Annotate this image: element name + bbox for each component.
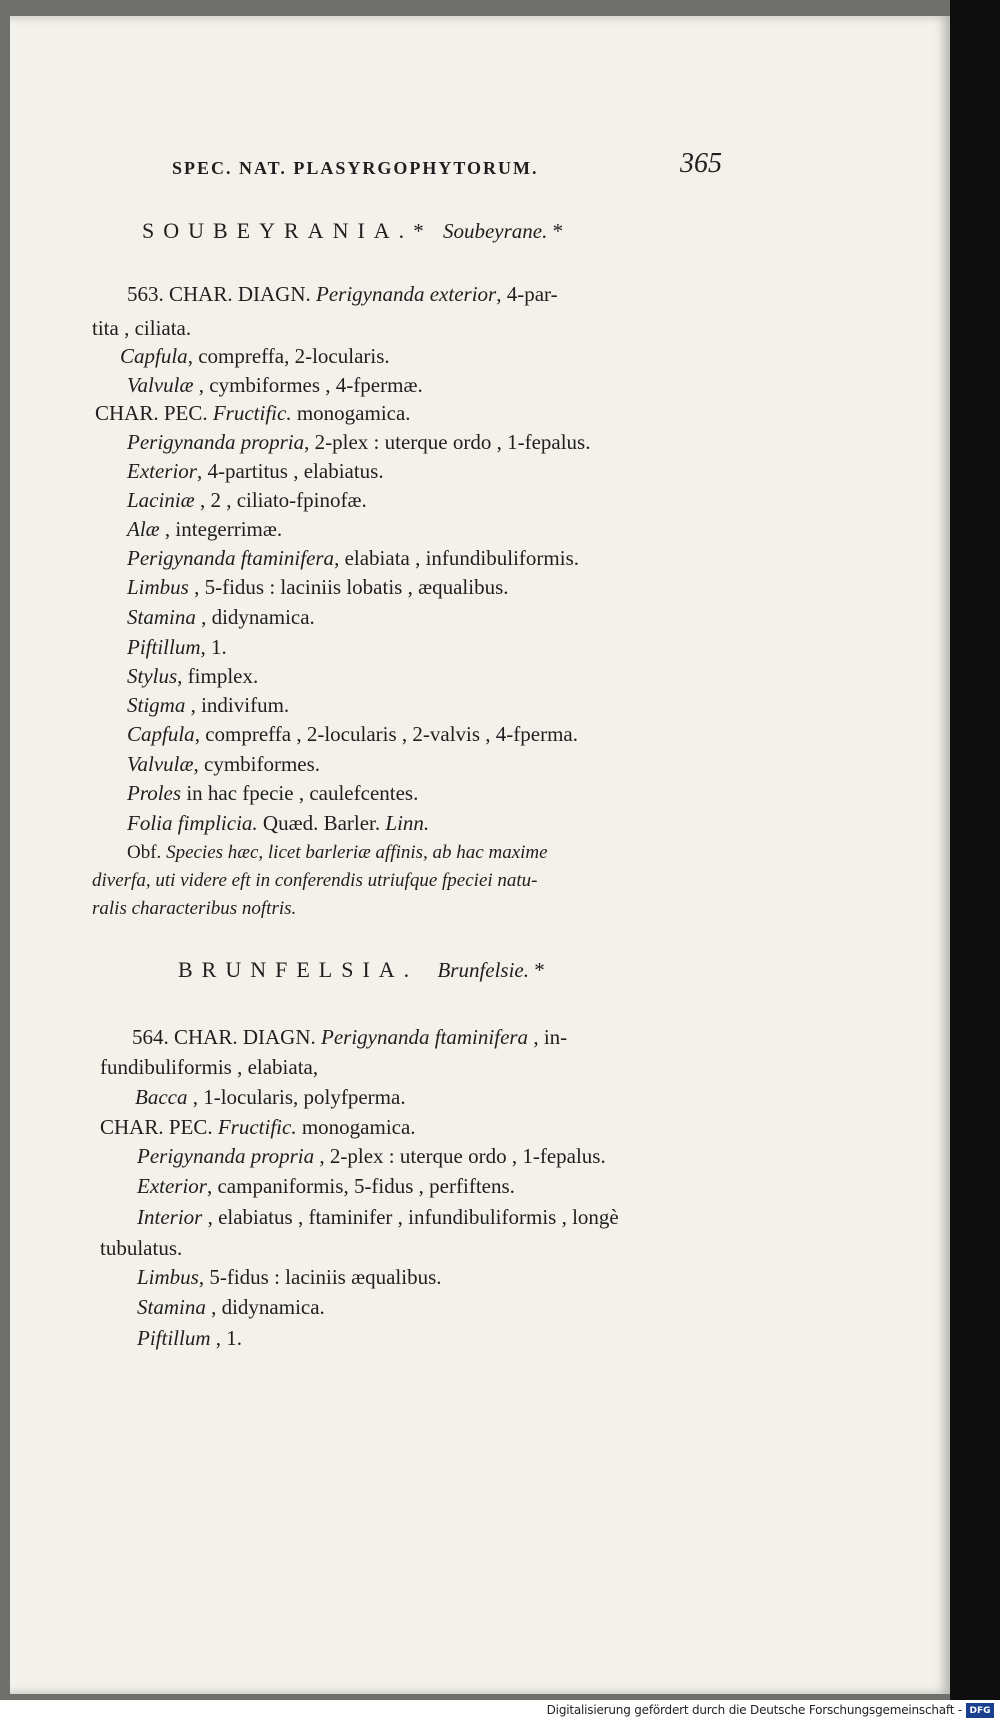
term: Proles (127, 781, 182, 805)
term: Stamina (137, 1295, 206, 1319)
term: Limbus (127, 575, 189, 599)
dfg-logo: DFG (966, 1703, 994, 1718)
text-span: , 4-partitus , elabiatus. (196, 459, 384, 483)
entry-line (127, 752, 320, 777)
running-title: SPEC. NAT. PLASYRGOPHYTORUM. (172, 158, 539, 178)
term: Laciniæ (127, 488, 195, 512)
vernacular-name: Brunfelsie. (437, 958, 530, 982)
term: Alæ (127, 517, 160, 541)
genus-name: BRUNFELSIA. (178, 957, 419, 982)
text-span: , elabiatus , ftaminifer , infundibuliformis , longè (202, 1205, 619, 1229)
term: Stigma (127, 693, 186, 717)
entry-line (127, 546, 579, 571)
term: Perigynanda propria (127, 430, 305, 454)
observation-line (127, 842, 548, 864)
entry-line (127, 282, 558, 307)
entry-line (127, 488, 367, 513)
term: Perigynanda propria (137, 1144, 315, 1168)
text-span: , didynamica. (205, 1295, 325, 1319)
diagnosis-term: Perigynanda exterior (316, 282, 497, 306)
entry-line (127, 722, 578, 747)
entry-line (137, 1265, 442, 1290)
obs-text: Species hæc, licet barleriæ affinis, ab hac maxime (161, 842, 548, 863)
term: Fructific. (217, 1115, 297, 1139)
entry-line (100, 1236, 182, 1261)
genus-name: SOUBEYRANIA. (142, 218, 414, 243)
digitization-note: Digitalisierung gefördert durch die Deutsche Forschungsgemeinschaft - (546, 1703, 962, 1717)
vernacular-name: Soubeyrane. (442, 219, 548, 243)
text-span: , compreffa , 2-locularis , 2-valvis , 4-fperma. (194, 722, 578, 746)
entry-line (127, 664, 258, 689)
term: Piftillum (127, 635, 201, 659)
text-span: , 2-plex : uterque ordo , 1-fepalus. (304, 430, 591, 454)
text-span: tita , ciliata. (92, 316, 192, 340)
term: Stamina (127, 605, 196, 629)
entry-line (137, 1144, 606, 1169)
text-span: , 1. (210, 1326, 242, 1350)
entry-line (127, 517, 282, 542)
term: Interior (137, 1205, 203, 1229)
entry-line (132, 1025, 567, 1050)
term: Fructific. (212, 401, 292, 425)
text-span: , fimplex. (177, 664, 259, 688)
observation-line: diverfa, uti videre eft in conferendis utriufque fpeciei natu- (92, 870, 538, 891)
genus-title-soubeyrania (142, 218, 563, 244)
entry-line (95, 401, 411, 426)
text-span: , 1-locularis, polyfperma. (187, 1085, 406, 1109)
text-span: , in- (528, 1025, 568, 1049)
page-number: 365 (680, 148, 722, 179)
entry-line (135, 1085, 406, 1110)
text-span: monogamica. (296, 1115, 416, 1139)
entry-line (127, 781, 418, 806)
entry-line (137, 1295, 325, 1320)
term: Bacca (135, 1085, 188, 1109)
entry-line (127, 459, 384, 484)
char-label: CHAR. PEC. (100, 1115, 213, 1139)
book-spine (950, 0, 1000, 1700)
text-span: , compreffa, 2-locularis. (187, 344, 390, 368)
term: Limbus (137, 1265, 199, 1289)
asterisk: * (413, 219, 424, 243)
entry-line (127, 373, 423, 398)
text-span: monogamica. (291, 401, 411, 425)
term: Capfula (127, 722, 195, 746)
entry-line (127, 575, 509, 600)
entry-line (127, 430, 590, 455)
asterisk: * (552, 219, 564, 243)
entry-line (127, 635, 227, 660)
term: Capfula (120, 344, 188, 368)
term: Perigynanda ftaminifera (127, 546, 335, 570)
entry-line (92, 316, 191, 341)
genus-title-brunfelsia (178, 957, 545, 983)
entry-line (127, 811, 429, 836)
asterisk: * (534, 958, 545, 982)
entry-line (127, 605, 315, 630)
term: Valvulæ (127, 373, 194, 397)
text-span: , indivifum. (185, 693, 290, 717)
term: Folia fimplicia. (127, 811, 258, 835)
term: Exterior (127, 459, 197, 483)
char-label: CHAR. PEC. (95, 401, 208, 425)
text-span: , didynamica. (195, 605, 315, 629)
text-span: , cymbiformes , 4-fpermæ. (193, 373, 423, 397)
entry-line (127, 693, 289, 718)
entry-line (120, 344, 390, 369)
text-span: , elabiata , infundibuliformis. (334, 546, 580, 570)
author-abbrev: Linn. (385, 811, 430, 835)
text-span: , campaniformis, 5-fidus , perfiftens. (206, 1174, 515, 1198)
text-span: , cymbiformes. (193, 752, 321, 776)
diagnosis-term: Perigynanda ftaminifera (321, 1025, 529, 1049)
entry-number: 563. CHAR. DIAGN. (127, 282, 311, 306)
text-span: Quæd. Barler. (257, 811, 386, 835)
text-span: , 5-fidus : laciniis æqualibus. (198, 1265, 442, 1289)
term: Valvulæ (127, 752, 194, 776)
term: Stylus (127, 664, 178, 688)
entry-line (137, 1205, 619, 1230)
text-span: tubulatus. (100, 1236, 183, 1260)
term: Exterior (137, 1174, 207, 1198)
term: Piftillum (137, 1326, 211, 1350)
text-span: fundibuliformis , elabiata, (100, 1055, 319, 1079)
entry-line (137, 1174, 515, 1199)
entry-number: 564. CHAR. DIAGN. (132, 1025, 316, 1049)
obs-label: Obf. (127, 842, 162, 863)
text-span: in hac fpecie , caulefcentes. (181, 781, 419, 805)
text-span: , 5-fidus : laciniis lobatis , æqualibus. (188, 575, 509, 599)
text-span: , 1. (200, 635, 227, 659)
text-span: , 2 , ciliato-fpinofæ. (194, 488, 367, 512)
text-span: , 4-par- (496, 282, 558, 306)
entry-line (137, 1326, 242, 1351)
text-span: , 2-plex : uterque ordo , 1-fepalus. (314, 1144, 606, 1168)
observation-line: ralis characteribus noftris. (92, 898, 297, 919)
entry-line (100, 1055, 318, 1080)
text-span: , integerrimæ. (159, 517, 283, 541)
entry-line (100, 1115, 416, 1140)
